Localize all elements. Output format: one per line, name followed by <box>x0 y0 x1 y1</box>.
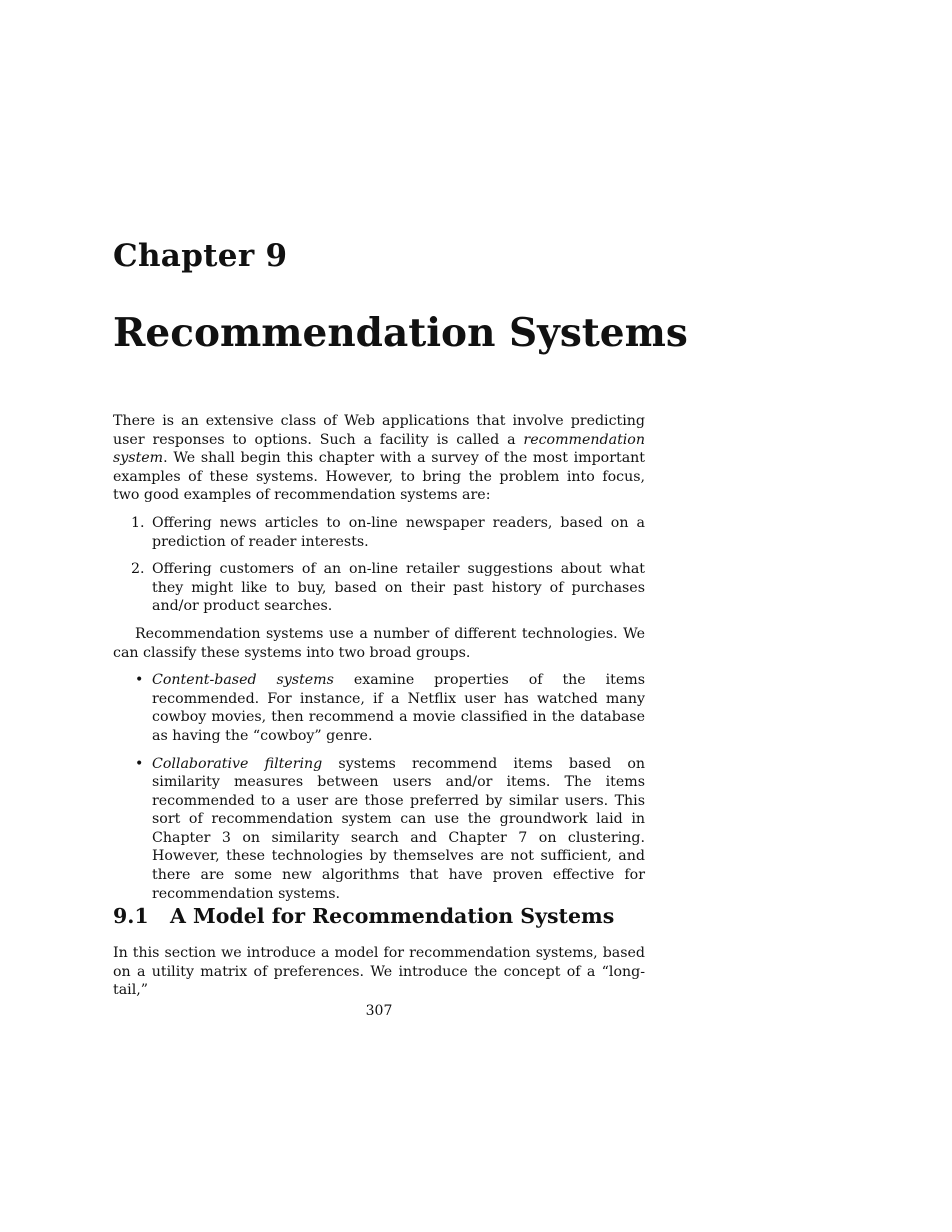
list-item-emphasis: Content-based systems <box>152 672 334 689</box>
list-item-text: systems recommend items based on similarity measures between users and/or items. The items recommended to a user are those preferred by similar users. This sort of recommendation system can use the groundwork laid in Chapter 3 on similarity search and Chapter 7 on clustering. However, these technologies by themselves are not sufficient, and there are some new algorithms that have proven effective for recommendation systems. <box>152 755 645 902</box>
bullet-list <box>113 671 645 903</box>
list-item <box>113 671 645 745</box>
section-title: A Model for Recommendation Systems <box>170 904 615 928</box>
list-item <box>113 514 645 551</box>
section-paragraph: In this section we introduce a model for recommendation systems, based on a utility matrix of preferences. We introduce the concept of a “long-tail,” <box>113 945 645 999</box>
list-item <box>113 755 645 904</box>
groups-paragraph: Recommendation systems use a number of different technologies. We can classify these systems into two broad groups. <box>113 625 645 661</box>
section-heading <box>113 904 614 928</box>
list-marker: 2. <box>131 561 145 578</box>
list-item <box>113 560 645 616</box>
chapter-title: Recommendation Systems <box>113 310 688 356</box>
list-item-text: Offering news articles to on-line newspaper readers, based on a prediction of reader interests. <box>152 514 645 550</box>
section-number: 9.1 <box>113 904 149 928</box>
bullet-icon: • <box>135 755 144 772</box>
chapter-label: Chapter 9 <box>113 238 288 274</box>
list-item-text: Offering customers of an on-line retailer suggestions about what they might like to buy, based on their past history of purchases and/or product searches. <box>152 561 645 615</box>
list-item-emphasis: Collaborative filtering <box>152 755 323 772</box>
numbered-list <box>113 514 645 616</box>
bullet-icon: • <box>135 672 144 689</box>
list-marker: 1. <box>131 514 145 531</box>
page-number: 307 <box>365 1003 393 1019</box>
intro-text-post: . We shall begin this chapter with a survey of the most important examples of these systems. However, to bring the problem into focus, two good examples of recommendation systems are: <box>113 450 645 504</box>
intro-text-pre: There is an extensive class of Web applications that involve predicting user responses to options. Such a facility is called a <box>113 413 645 448</box>
chapter-body <box>113 412 645 912</box>
intro-emphasis: recommendation system <box>113 431 645 467</box>
intro-paragraph <box>113 412 645 505</box>
list-item-text: examine properties of the items recommended. For instance, if a Netflix user has watched many cowboy movies, then recommend a movie classified in the database as having the “cowboy” genre. <box>152 672 645 744</box>
